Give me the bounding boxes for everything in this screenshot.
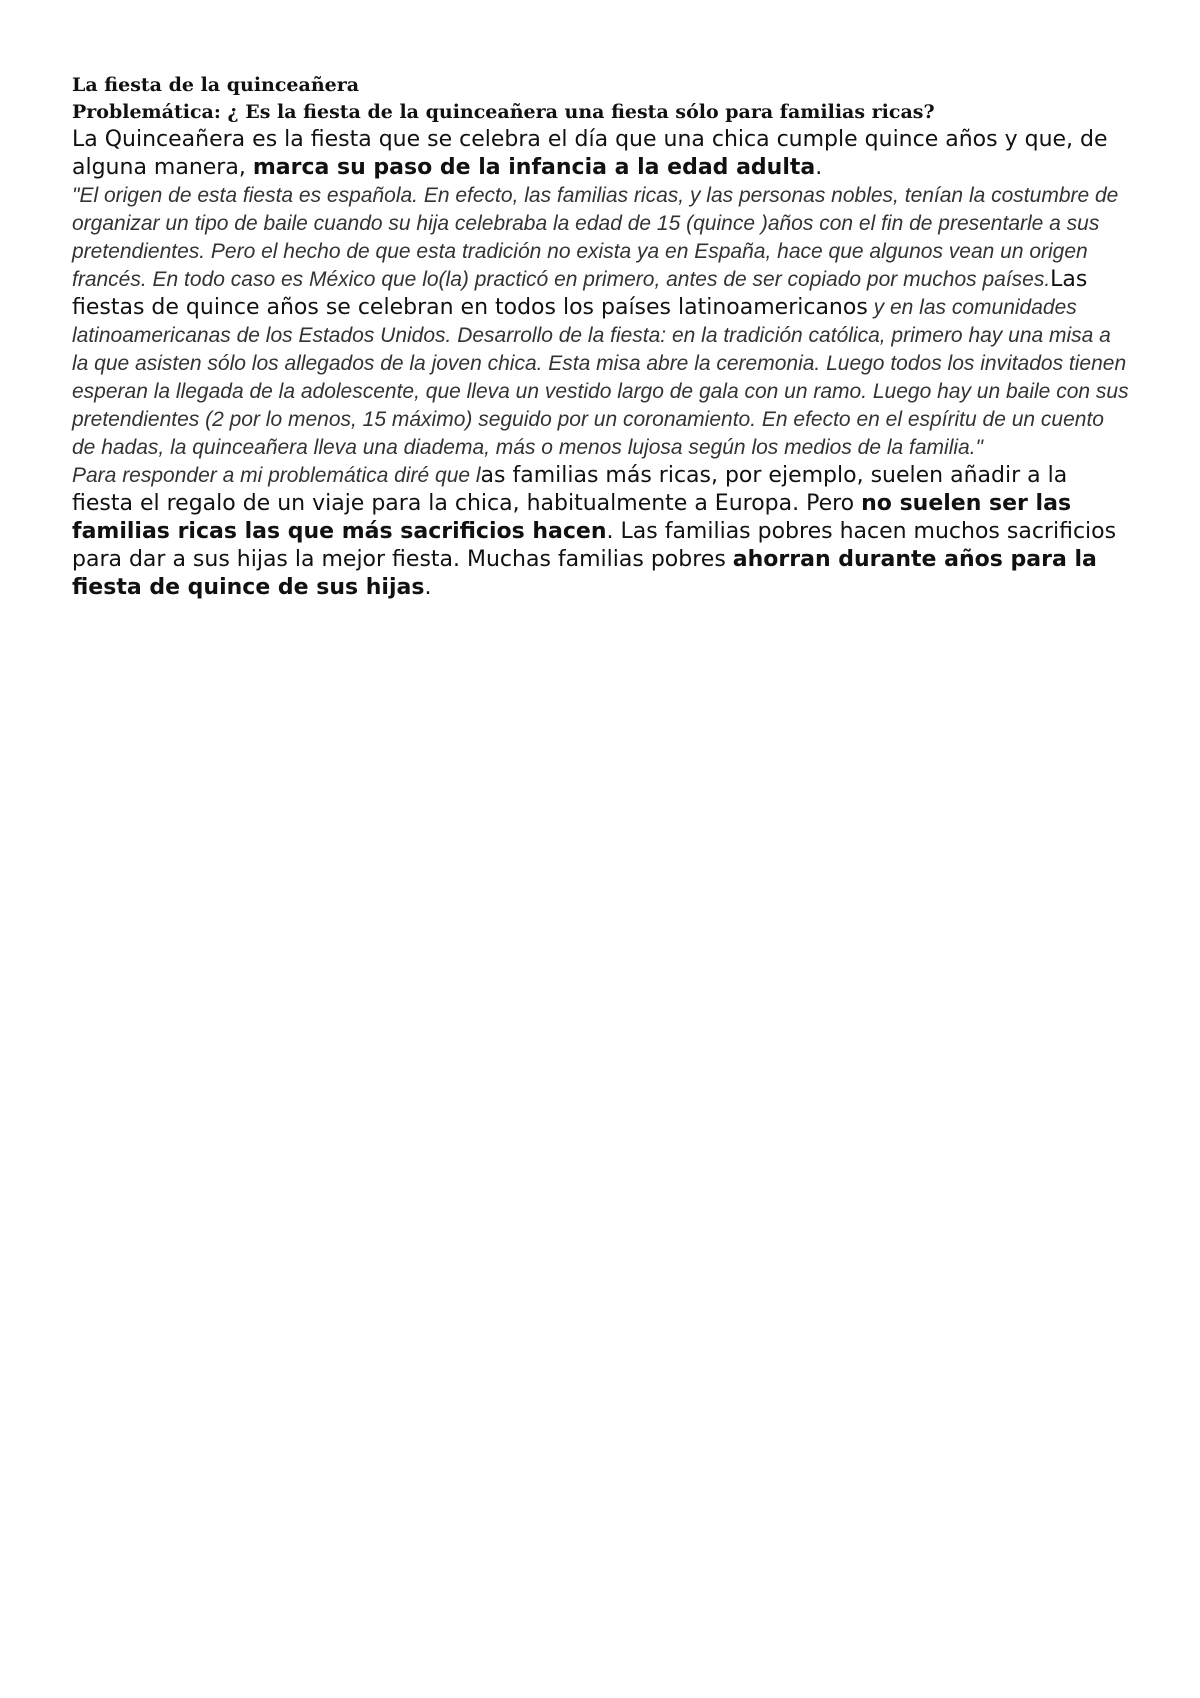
conclusion-bold-1: no suelen ser las familias ricas las que más sacrificios hacen <box>72 491 1072 544</box>
conclusion-text-2: . Las familias pobres hacen muchos sacrificios para dar a sus hijas la mejor fiesta. Muchas familias pobres <box>72 519 1117 572</box>
intro-end: . <box>815 155 823 180</box>
problem-statement: Problemática: ¿ Es la fiesta de la quinceañera una fiesta sólo para familias ricas? <box>72 101 935 123</box>
conclusion-paragraph <box>72 462 1132 602</box>
intro-paragraph <box>72 126 1132 182</box>
document-page <box>72 72 1132 602</box>
quote-italic-2: y en las comunidades latinoamericanas de los Estados Unidos. Desarrollo de la fiesta: en la tradición católica, primero hay una misa a la que asisten sólo los allegados de la joven chica. Esta misa abre la ceremonia. Luego todos los invitados tienen esperan la llegada de la adolescente, que lleva un vestido largo de gala con un ramo. Luego hay un baile con sus pretendientes (2 por lo menos, 15 máximo) seguido por un coronamiento. En efecto en el espíritu de un cuento de hadas, la quinceañera lleva una diadema, más o menos lujosa según los medios de la familia." <box>72 296 1129 459</box>
conclusion-text-1: as familias más ricas, por ejemplo, suelen añadir a la fiesta el regalo de un viaje para la chica, habitualmente a Europa. Pero <box>72 463 1068 516</box>
quote-highlight: Las fiestas de quince años se celebran en todos los países latinoamericanos <box>72 267 1088 320</box>
quote-italic-1: "El origen de esta fiesta es española. En efecto, las familias ricas, y las personas nobles, tenían la costumbre de organizar un tipo de baile cuando su hija celebraba la edad de 15 (quince )años con el fin de presentarle a sus pretendientes. Pero el hecho de que esta tradición no exista ya en España, hace que algunos vean un origen francés. En todo caso es México que lo(la) practicó en primero, antes de ser copiado por muchos países. <box>72 184 1119 291</box>
intro-text: La Quinceañera es la fiesta que se celebra el día que una chica cumple quince años y que, de alguna manera, <box>72 127 1108 180</box>
conclusion-text-3: . <box>424 575 432 600</box>
intro-bold: marca su paso de la infancia a la edad adulta <box>252 155 816 180</box>
document-title: La fiesta de la quinceañera <box>72 74 360 96</box>
quote-paragraph <box>72 182 1132 462</box>
conclusion-italic: Para responder a mi problemática diré que l <box>72 464 481 487</box>
conclusion-bold-2: ahorran durante años para la fiesta de quince de sus hijas <box>72 547 1097 600</box>
